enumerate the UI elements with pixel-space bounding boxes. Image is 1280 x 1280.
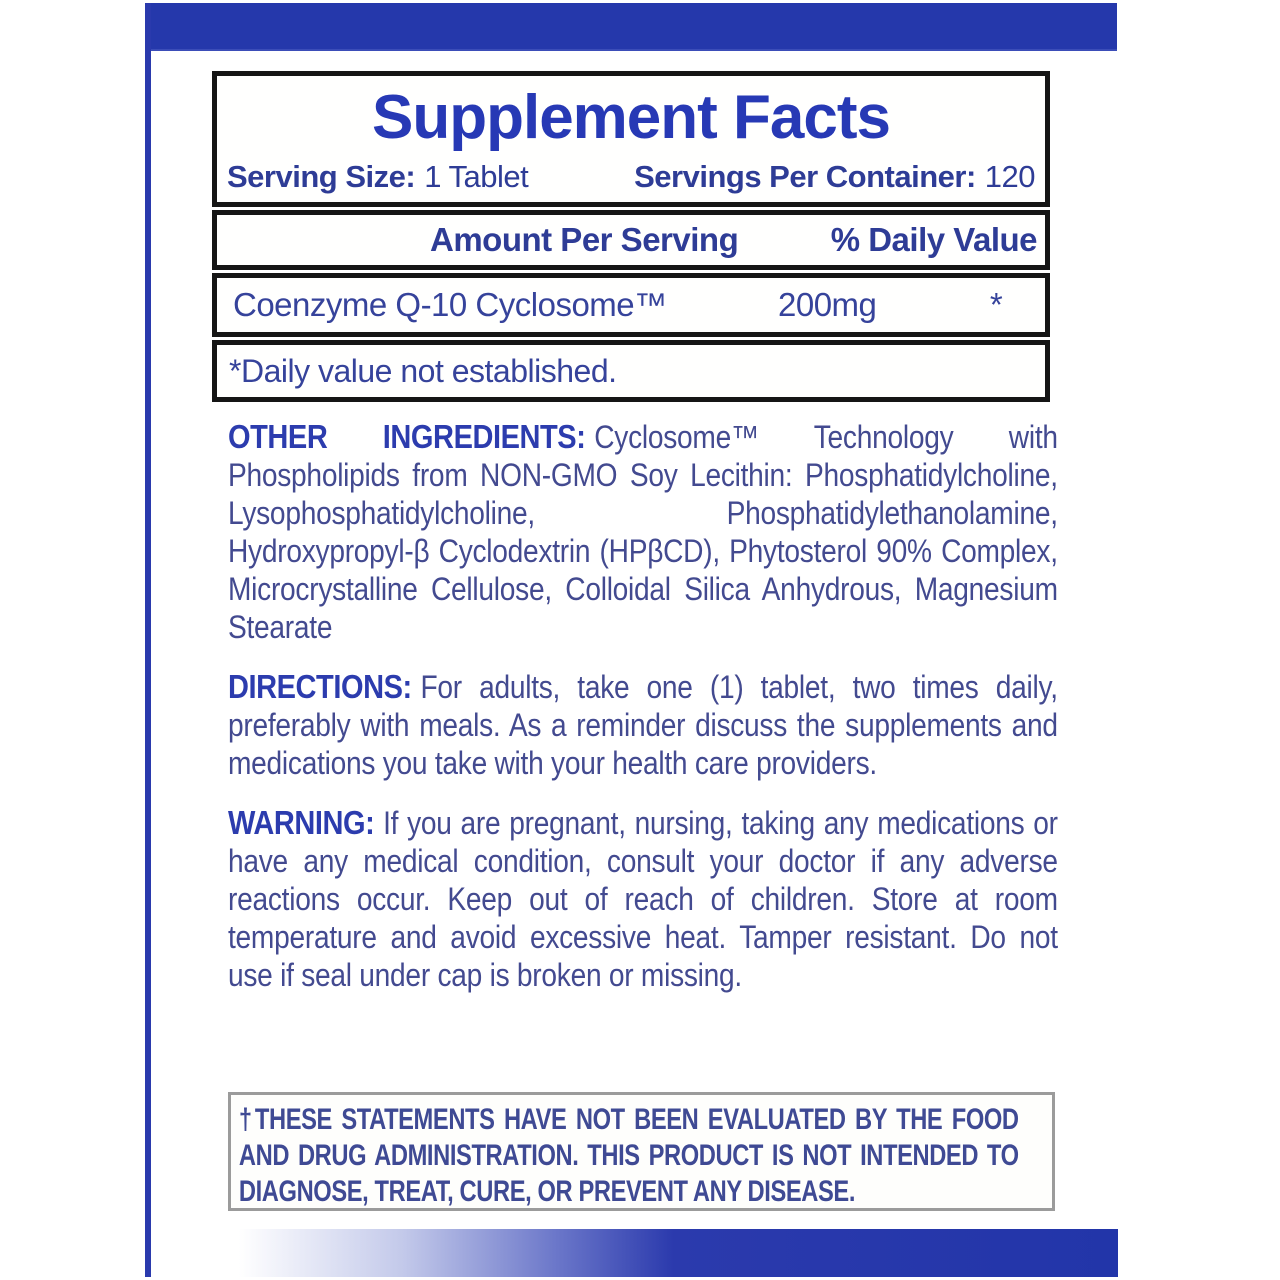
servings-per-container-value: 120 xyxy=(984,159,1035,194)
other-ingredients-paragraph xyxy=(228,418,1058,646)
serving-row xyxy=(217,156,1045,202)
top-accent-bar xyxy=(148,3,1117,51)
directions-paragraph xyxy=(228,668,1058,782)
label-body xyxy=(228,418,1058,1016)
daily-value-header: % Daily Value xyxy=(830,221,1037,258)
bottom-gradient-bar xyxy=(152,1229,1118,1277)
serving-size-value: 1 Tablet xyxy=(424,159,529,194)
fda-disclaimer-text: †THESE STATEMENTS HAVE NOT BEEN EVALUATED BY THE FOOD AND DRUG ADMINISTRATION. THIS PRODUCT IS NOT INTENDED TO DIAGNOSE, TREAT, CURE, OR PREVENT ANY DISEASE. xyxy=(238,1103,1019,1208)
warning-heading: WARNING: xyxy=(228,804,375,841)
footnote-row: *Daily value not established. xyxy=(212,340,1050,402)
other-ingredients-heading: OTHER INGREDIENTS: xyxy=(228,418,586,455)
fda-disclaimer-box xyxy=(228,1092,1055,1211)
panel-title: Supplement Facts xyxy=(372,83,890,152)
servings-per-container xyxy=(634,156,1035,198)
directions-heading: DIRECTIONS: xyxy=(228,668,412,705)
left-accent-line xyxy=(145,3,151,1277)
supplement-facts-panel xyxy=(212,71,1050,405)
amount-per-serving-header: Amount Per Serving xyxy=(430,221,739,258)
warning-paragraph xyxy=(228,804,1058,994)
ingredient-amount: 200mg xyxy=(778,286,877,323)
ingredient-name: Coenzyme Q-10 Cyclosome™ xyxy=(233,286,667,323)
serving-size xyxy=(227,156,528,198)
ingredient-daily-value: * xyxy=(989,286,1003,323)
title-serving-box xyxy=(212,71,1050,207)
table-header-row xyxy=(212,210,1050,270)
warning-text: If you are pregnant, nursing, taking any medications or have any medical condition, consult your doctor if any adverse reactions occur. Keep out of reach of children. Store at room temperature and avoid excessive heat. Tamper resistant. Do not use if seal under cap is broken or missing. xyxy=(228,805,1058,993)
table-row xyxy=(212,273,1050,337)
serving-size-label: Serving Size: xyxy=(227,159,416,194)
directions-text: For adults, take one (1) tablet, two times daily, preferably with meals. As a reminder discuss the supplements and medications you take with your health care providers. xyxy=(228,669,1058,781)
body-text-block xyxy=(228,418,1058,994)
servings-per-container-label: Servings Per Container: xyxy=(634,159,976,194)
other-ingredients-text: Cyclosome™ Technology with Phospholipids from NON-GMO Soy Lecithin: Phosphatidylcholine, Lysophosphatidylcholine, Phosphatidylethanolamine, Hydroxypropyl-β Cyclodextrin (HPβCD), Phytosterol 90% Complex, Microcrystalline Cellulose, Colloidal Silica Anhydrous, Magnesium Stearate xyxy=(228,419,1058,645)
